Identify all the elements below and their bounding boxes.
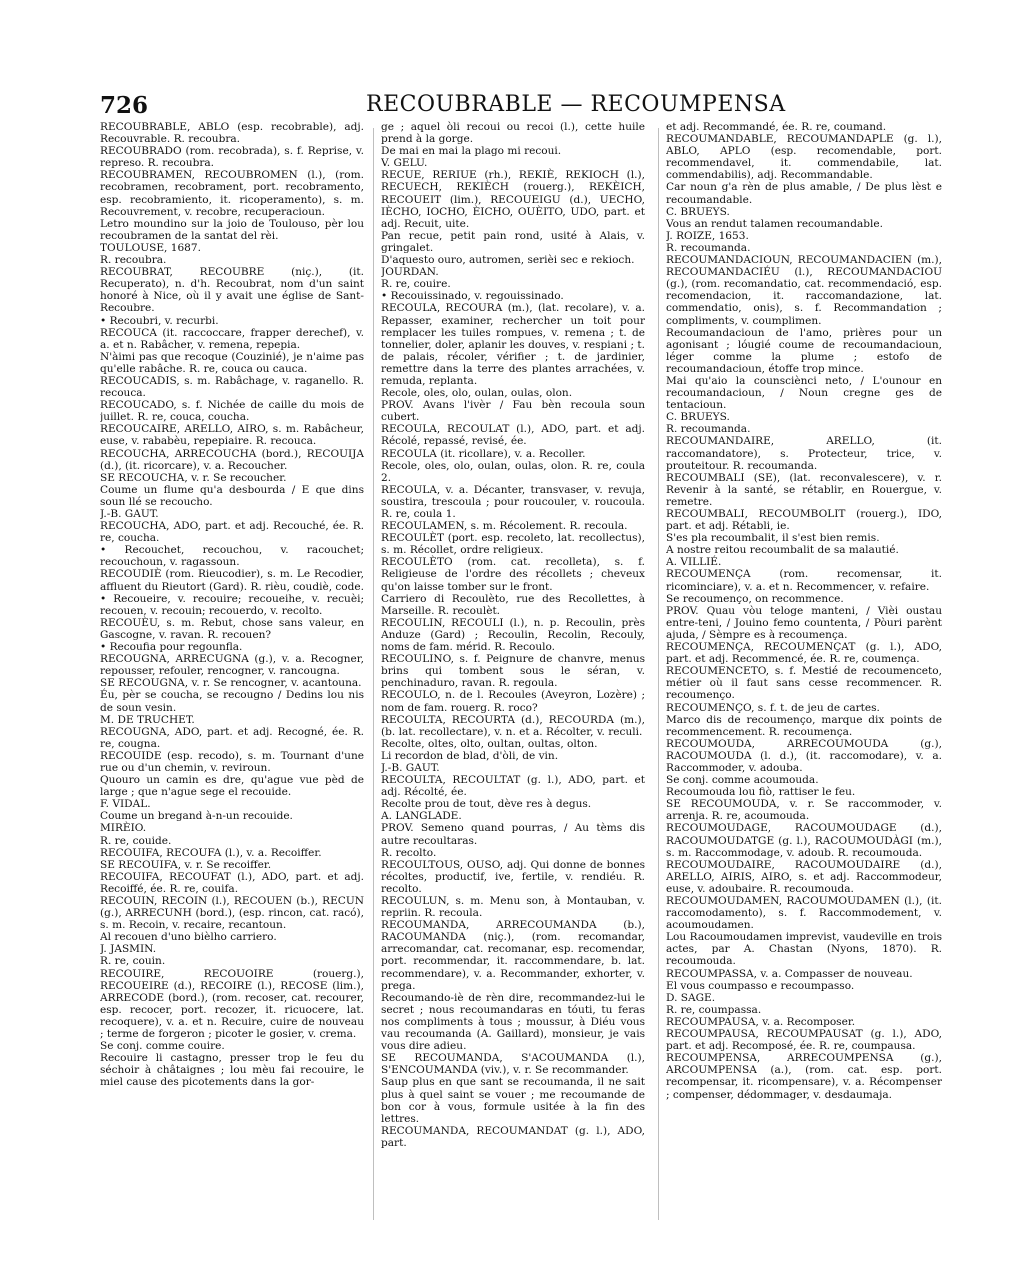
entry-paragraph: RECOUMPASSA, v. a. Compasser de nouveau. (666, 967, 913, 980)
entry-paragraph: J. ROIZE, 1653. (666, 229, 749, 242)
entry-paragraph: Marco dis de recoumenço, marque dix points de recommencement. R. recoumença. (666, 713, 942, 738)
entry-paragraph: R. recoumanda. (666, 423, 751, 436)
entry-paragraph: • Recoubri, v. recurbi. (100, 314, 219, 327)
entry-paragraph: RECOULIN, RECOULI (l.), n. p. Recoulin, près Anduze (Gard) ; Recoulin, Recolin, Recouly, noms de fam. mérid. R. Recoulo. (381, 616, 645, 654)
entry-paragraph: • Recouchet, recouchou, v. racouchet; recouchoun, v. ragassoun. (100, 544, 364, 569)
column-3 (666, 121, 942, 1226)
entry-paragraph: RECOULA (it. ricollare), v. a. Recoller. (381, 447, 586, 460)
entry-paragraph: R. recolto. (381, 846, 437, 859)
entry-paragraph: F. VIDAL. (100, 798, 151, 811)
entry-paragraph: PROV. Quau vòu teloge manteni, / Vièi oustau entre-teni, / Jouino femo countenta, / Pòuri parènt ajuda, / Sèmpre es à recoumença. (666, 604, 942, 641)
entry-paragraph: RECOUMPAUSA, RECOUMPAUSAT (g. l.), ADO, part. et adj. Recomposé, ée. R. re, coumpausa. (666, 1028, 942, 1053)
entry-paragraph: Car noun g'a rèn de plus amable, / De plus lèst e recoumandable. (666, 181, 942, 206)
entry-paragraph: RECOUCHA, ARRECOUCHA (bord.), RECOUIJA (d.), (it. ricorcare), v. a. Recoucher. (100, 447, 364, 472)
entry-paragraph: RECOUBRABLE, ABLO (esp. recobrable), adj. Recouvrable. R. recoubra. (100, 121, 364, 146)
entry-paragraph: R. re, coumpassa. (666, 1003, 762, 1016)
entry-paragraph: RECOUIDE (esp. recodo), s. m. Tournant d'une rue ou d'un chemin, v. reviroun. (100, 749, 364, 774)
entry-paragraph: Mai qu'aio la counsciènci neto, / L'ounour en recoumandacioun, / Noun cregne ges de tentacioun. (666, 374, 942, 412)
entry-paragraph: Recole, oles, olo, oulan, oulas, olon. (381, 387, 573, 400)
entry-paragraph: RECOUIFA, RECOUFA (l.), v. a. Recoiffer. (100, 846, 322, 859)
entry-paragraph: RECOUMENCETO, s. f. Mestié de recoumenceto, métier où il faut sans cesse recommencer. R. recoumenço. (666, 665, 942, 702)
entry-paragraph: R. re, couide. (100, 834, 172, 847)
entry-paragraph: RECOUIFA, RECOUFAT (l.), ADO, part. et adj. Recoiffé, ée. R. re, couifa. (100, 870, 364, 895)
entry-paragraph: R. re, couire. (381, 278, 451, 291)
entry-paragraph: • Recoufia pour regounfla. (100, 641, 243, 654)
entry-paragraph: R. recoubra. (100, 254, 167, 267)
entry-paragraph: RECOULÈTO (rom. cat. recolleta), s. f. Religieuse de l'ordre des récollets ; cheveux qu'on laisse tomber sur le front. (381, 556, 645, 593)
entry-paragraph: Carriero di Recoulèto, rue des Recollettes, à Marseille. R. recoulèt. (381, 592, 645, 617)
entry-paragraph: RECOUBRAMEN, RECOUBROMEN (l.), (rom. recobramen, recobrament, port. recobramento, esp. recobramiento, it. ricoperamento), s. m. Recouvrement, v. recobre, recuperacioun. (100, 169, 364, 218)
entry-paragraph: RECOUMOUDA, ARRECOUMOUDA (g.), RACOUMOUDA (l. d.), (it. raccomodare), v. a. Raccommoder, v. adouba. (666, 737, 942, 774)
entry-paragraph: RECOULO, n. de l. Recoules (Aveyron, Lozère) ; nom de fam. rouerg. R. roco? (381, 689, 645, 714)
entry-paragraph: Recoumouda lou fiò, rattiser le feu. (666, 786, 856, 799)
entry-paragraph: D'aquesto ouro, autromen, serièi sec e rekioch. (381, 254, 635, 267)
entry-paragraph: A. VILLIÉ. (666, 556, 722, 569)
entry-paragraph: RECOUMENÇA, RECOUMENÇAT (g. l.), ADO, part. et adj. Recommencé, ée. R. re, coumença. (666, 641, 942, 666)
entry-paragraph: RECOUMOUDAIRE, RACOUMOUDAIRE (d.), ARELLO, AIRIS, AIRO, s. et adj. Raccommodeur, euse, v. adoubaire. R. recoumouda. (666, 858, 942, 895)
entry-paragraph: TOULOUSE, 1687. (100, 241, 201, 254)
entry-paragraph: RECOULTOUS, OUSO, adj. Qui donne de bonnes récoltes, productif, ive, fertile, v. rendiéu. R. recolto. (381, 858, 645, 895)
entry-paragraph: RECOUMBALI, RECOUMBOLIT (rouerg.), IDO, part. et adj. Rétabli, ie. (666, 508, 942, 533)
entry-paragraph: RECOUCADIS, s. m. Rabâchage, v. raganello. R. recouca. (100, 374, 364, 400)
entry-paragraph: R. recoumanda. (666, 241, 751, 254)
entry-paragraph: RECOUIRE, RECOUOIRE (rouerg.), RECOUEIRE (d.), RECOIRE (l.), RECOSE (lim.), ARRECODE (bord.), (rom. recoser, cat. recourer, esp. recocer, port. recozer, it. ricuocere, lat. recoquere), v. a. et n. Recuire, cuire de nouveau ; terme de forgeron ; picoter le gosier, v. crema. (100, 967, 364, 1041)
entry-paragraph: El vous coumpasso e recoumpasso. (666, 979, 855, 992)
entry-paragraph: De mai en mai la plago mi recoui. (381, 145, 562, 158)
entry-paragraph: RECOUMANDA, RECOUMANDAT (g. l.), ADO, part. (381, 1124, 645, 1149)
entry-paragraph: RECUE, RERIUE (rh.), REKIÈ, REKIOCH (l.), RECUECH, REKIÈCH (rouerg.), REKÈICH, RECOUEIT (lim.), RECOUEIGU (d.), UECHO, IÈCHO, IOCHO, ÈICHO, OUÈITO, UDO, part. et adj. Recuit, uite. (381, 169, 645, 230)
entry-paragraph: RECOUMPENSA, ARRECOUMPENSA (g.), ARCOUMPENSA (a.), (rom. cat. esp. port. recompensar, it. ricompensare), v. a. Récompenser ; compenser, dédommager, v. desdaumaja. (666, 1052, 942, 1101)
entry-paragraph: RECOUGNA, ARRECUGNA (g.), v. a. Recogner, repousser, refouler, rencogner, v. rancougna. (100, 653, 364, 678)
column-2 (381, 121, 645, 1226)
entry-paragraph: J. JASMIN. (100, 943, 157, 956)
entry-paragraph: RECOUMENÇO, s. f. t. de jeu de cartes. (666, 701, 880, 714)
entry-paragraph: RECOUBRAT, RECOUBRE (niç.), (it. Recuperato), n. d'h. Recoubrat, nom d'un saint honoré à Nice, où il y avait une église de Sant-Recoubre. (100, 266, 364, 315)
entry-paragraph: RECOULAMEN, s. m. Récolement. R. recoula. (381, 520, 628, 533)
entry-paragraph: RECOUIN, RECOIN (l.), RECOUEN (b.), RECUN (g.), ARRECUNH (bord.), (esp. rincon, cat. racó), s. m. Recoin, v. recaire, recantoun. (100, 895, 364, 932)
entry-paragraph: RECOULA, RECOURA (m.), (lat. recolare), v. a. Repasser, examiner, rechercher un toit pour remplacer les tuiles rompues, v. remena ; t. de tonnelier, doler, aplanir les douves, v. respiani ; t. de palais, récoler, vérifier ; t. de jardinier, remettre dans la terre des plantes arrachées, v. remuda, replanta. (381, 302, 645, 387)
entry-paragraph: RECOUMANDAIRE, ARELLO, (it. raccomandatore), s. Protecteur, trice, v. prouteitour. R. recoumanda. (666, 435, 942, 472)
entry-paragraph: Recole, oles, olo, oulan, oulas, olon. R. re, coula 2. (381, 459, 645, 484)
entry-paragraph: V. GELU. (381, 157, 428, 170)
entry-paragraph: RECOUCA (it. raccoccare, frapper derechef), v. a. et n. Rabâcher, v. remena, repepia. (100, 326, 364, 351)
entry-paragraph: ge ; aquel òli recoui ou recoi (l.), cette huile prend à la gorge. (381, 121, 645, 146)
entry-paragraph: RECOUDIÈ (rom. Rieucodier), s. m. Le Recodier, affluent du Rieutort (Gard). R. rièu, coudiè, code. (100, 568, 364, 593)
entry-paragraph: RECOUMPAUSA, v. a. Recomposer. (666, 1015, 856, 1028)
entry-paragraph: RECOUMBALI (SE), (lat. reconvalescere), v. r. Revenir à la santé, se rétablir, en Rouergue, v. remetre. (666, 471, 942, 508)
entry-paragraph: Recoumando-iè de rèn dire, recommandez-lui le secret ; nous recoumandaras en tóuti, tu feras nos compliments à tous ; moussur, à Diéu vous vau recoumanda (A. Gaillard), monsieur, je vais vous dire adieu. (381, 991, 645, 1053)
entry-paragraph: SE RECOUCHA, v. r. Se recoucher. (100, 471, 287, 484)
entry-paragraph: Se recoumenço, on recommence. (666, 592, 844, 605)
entry-paragraph: Recolte, oltes, olto, oultan, oultas, olton. (381, 737, 598, 750)
entry-paragraph: J.-B. GAUT. (100, 508, 159, 520)
entry-paragraph: RECOUCHA, ADO, part. et adj. Recouché, ée. R. re, coucha. (100, 520, 364, 545)
entry-paragraph: D. SAGE. (666, 991, 716, 1004)
entry-paragraph: RECOULÈT (port. esp. recoleto, lat. recollectus), s. m. Récollet, ordre religieux. (381, 532, 645, 557)
entry-paragraph: et adj. Recommandé, ée. R. re, coumand. (666, 121, 887, 133)
entry-paragraph: MIRÈIO. (100, 822, 147, 835)
entry-paragraph: RECOUMOUDAMEN, RACOUMOUDAMEN (l.), (it. raccomodamento), s. f. Raccommodement, v. acoumoudamen. (666, 895, 942, 932)
entry-paragraph: JOURDAN. (381, 266, 439, 279)
entry-paragraph: C. BRUEYS. (666, 205, 730, 218)
entry-paragraph: PROV. Avans l'ivèr / Fau bèn recoula soun cubert. (381, 399, 645, 424)
entry-paragraph: M. DE TRUCHET. (100, 713, 195, 726)
entry-paragraph: PROV. Semeno quand pourras, / Au tèms dis autre recoultaras. (381, 822, 645, 847)
entry-paragraph: SE RECOUGNA, v. r. Se rencogner, v. acantouna. (100, 677, 362, 690)
entry-paragraph: S'es pla recoumbalit, il s'est bien remis. (666, 532, 880, 545)
entry-paragraph: Li recordon de blad, d'òli, de vin. (381, 749, 559, 762)
entry-paragraph: RECOUBRADO (rom. recobrada), s. f. Reprise, v. represo. R. recoubra. (100, 145, 364, 170)
entry-paragraph: N'àimi pas que recoque (Couzinié), je n'aime pas qu'elle rabâche. R. re, couca ou cauca. (100, 350, 364, 375)
column-1 (100, 121, 364, 1226)
entry-paragraph: RECOULUN, s. m. Menu son, à Montauban, v. repriin. R. recoula. (381, 895, 645, 920)
entry-paragraph: Saup plus en que sant se recoumanda, il ne sait plus à quel saint se vouer ; me recoumande de bon cor à vous, formule usitée à la fin des lettres. (381, 1076, 645, 1125)
entry-paragraph: Lou Racoumoudamen imprevist, vaudeville en trois actes, par A. Chastan (Nyons, 1870). R. recoumouda. (666, 931, 942, 968)
entry-paragraph: Coume un bregand à-n-un recouide. (100, 810, 293, 823)
entry-paragraph: Vous an rendut talamen recoumandable. (666, 217, 883, 230)
entry-paragraph: Al recouen d'uno bièlho carriero. (100, 931, 277, 944)
entry-paragraph: RECOUMANDACIOUN, RECOUMANDACIEN (m.), RECOUMANDACIÉU (l.), RECOUMANDACIOU (g.), (rom. recomandatio, cat. recommendació, esp. recomendacion, it. raccomandazione, lat. commendatio, onis), s. f. Recommandation ; compliments, v. coumplimen. (666, 254, 942, 327)
entry-paragraph: R. re, couin. (100, 955, 166, 968)
entry-paragraph: RECOUGNA, ADO, part. et adj. Recogné, ée. R. re, cougna. (100, 725, 364, 750)
entry-paragraph: J.-B. GAUT. (381, 761, 440, 774)
entry-paragraph: RECOUÈU, s. m. Rebut, chose sans valeur, en Gascogne, v. ravan. R. recouen? (100, 616, 364, 641)
entry-paragraph: RECOUMOUDAGE, RACOUMOUDAGE (d.), RACOUMOUDATGE (g. l.), RACOUMOUDÀGI (m.), s. m. Raccommodage, v. adoub. R. recoumouda. (666, 822, 942, 859)
running-head: RECOUBRABLE — RECOUMPENSA (366, 92, 786, 117)
entry-paragraph: RECOUMENÇA (rom. recomensar, it. ricominciare), v. a. et n. Recommencer, v. refaire. (666, 568, 942, 593)
entry-paragraph: Coume un flume qu'a desbourda / E que dins soun llé se recoucho. (100, 483, 364, 508)
entry-paragraph: RECOULA, v. a. Décanter, transvaser, v. revuja, soustira, trescoula ; pour roucouler, v. roucoula. R. re, coula 1. (381, 483, 645, 520)
entry-paragraph: • Recoueire, v. recouire; recoueihe, v. recuèi; recouen, v. recouin; recouerdo, v. recolto. (100, 592, 364, 617)
entry-paragraph: SE RECOUIFA, v. r. Se recoiffer. (100, 858, 272, 871)
entry-paragraph: RECOULA, RECOULAT (l.), ADO, part. et adj. Récolé, repassé, revisé, ée. (381, 423, 645, 448)
entry-paragraph: Éu, pèr se coucha, se recougno / Dedins lou nis de soun vesin. (100, 689, 364, 714)
entry-paragraph: A. LANGLADE. (381, 810, 462, 823)
entry-paragraph: RECOUMANDA, ARRECOUMANDA (b.), RACOUMANDA (niç.), (rom. recomandar, arrecomandar, cat. recomanar, esp. recomendar, port. recommendar, it. raccommendare, b. lat. recommendare), v. a. Recommander, exhorter, v. prega. (381, 919, 645, 992)
entry-paragraph: • Recouissinado, v. regouissinado. (381, 290, 564, 303)
entry-paragraph: RECOUMANDABLE, RECOUMANDAPLE (g. l.), ABLO, APLO (esp. recomendable, port. recommendavel, it. commendabile, lat. commendabilis), adj. Recommandable. (666, 133, 942, 182)
entry-paragraph: RECOULINO, s. f. Peignure de chanvre, menus brins qui tombent sous le séran, v. penchinaduro, ravan. R. regoula. (381, 653, 645, 690)
entry-paragraph: A nostre reitou recoumbalit de sa malautié. (666, 544, 899, 557)
entry-paragraph: Pan recue, petit pain rond, usité à Alais, v. gringalet. (381, 229, 645, 254)
entry-paragraph: Recouire li castagno, presser trop le feu du séchoir à châtaignes ; lou mèu fai recouire, le miel cause des picotements dans la gor- (100, 1052, 364, 1089)
entry-paragraph: SE RECOUMOUDA, v. r. Se raccommoder, v. arrenja. R. re, acoumouda. (666, 798, 942, 823)
entry-paragraph: RECOUCAIRE, ARELLO, AIRO, s. m. Rabâcheur, euse, v. rababèu, repepiaire. R. recouca. (100, 423, 364, 448)
entry-paragraph: Quouro un camin es dre, qu'ague vue pèd de large ; que n'ague sege el recouide. (100, 774, 364, 799)
entry-paragraph: Se conj. comme couire. (100, 1040, 225, 1053)
entry-paragraph: RECOUCADO, s. f. Nichée de caille du mois de juillet. R. re, couca, coucha. (100, 399, 364, 424)
entry-paragraph: Recolte prou de tout, dève res à degus. (381, 798, 592, 811)
entry-paragraph: RECOULTA, RECOURTA (d.), RECOURDA (m.), (b. lat. recollectare), v. n. et a. Récolter, v. reculi. (381, 713, 645, 738)
entry-paragraph: C. BRUEYS. (666, 411, 730, 424)
entry-paragraph: Se conj. comme acoumouda. (666, 774, 819, 787)
page-number: 726 (100, 92, 149, 119)
entry-paragraph: SE RECOUMANDA, S'ACOUMANDA (l.), S'ENCOUMANDA (viv.), v. r. Se recommander. (381, 1052, 645, 1077)
entry-paragraph: Letro moundino sur la joio de Toulouso, pèr lou recoubramen de la santat del rèi. (100, 217, 364, 242)
columns (100, 121, 942, 1226)
entry-paragraph: RECOULTA, RECOULTAT (g. l.), ADO, part. et adj. Récolté, ée. (381, 774, 645, 799)
entry-paragraph: Recoumandacioun de l'amo, prières pour un agonisant ; lóugié coume de recoumandacioun, léger comme la plume ; estofo de recoumandacioun, étoffe trop mince. (666, 326, 942, 375)
